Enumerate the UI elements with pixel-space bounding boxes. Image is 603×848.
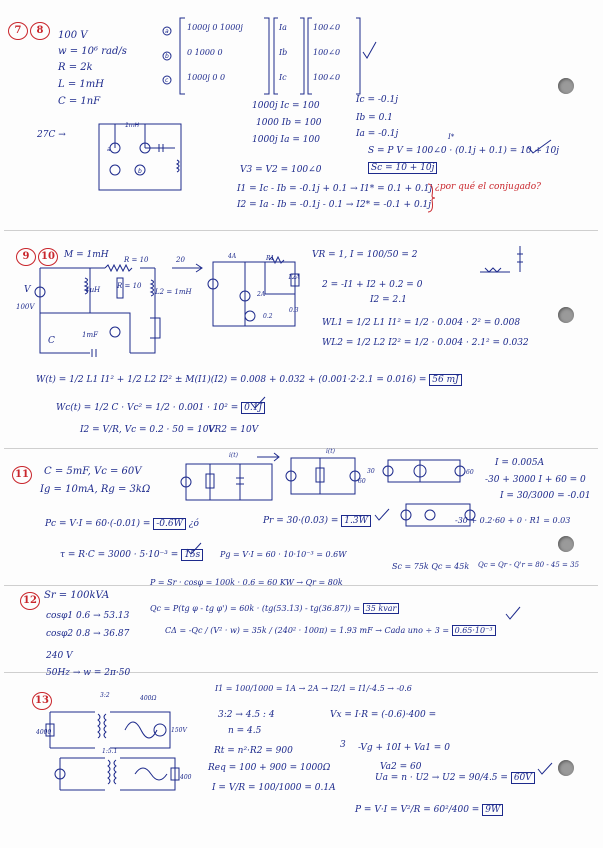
equation: τ = R·C = 3000 · 5·10⁻³ = 15s [60, 550, 203, 561]
arrow-icon [254, 451, 284, 463]
given-value: R = 2k [58, 62, 93, 73]
fig-label: 400 [180, 774, 192, 781]
check-mark [184, 542, 204, 556]
voltage: V3 = V2 = 100∠0 [240, 165, 322, 175]
circuit-label: L2 = 1mH [155, 288, 192, 296]
vector-entry: 100∠0 [313, 73, 341, 82]
svg-text:b: b [138, 168, 142, 175]
fig-label: 150V [171, 727, 187, 734]
fig-label: 0.3 [289, 307, 299, 314]
power-star: I* [448, 133, 455, 141]
svg-text:b: b [165, 53, 169, 60]
result: Ia = -0.1j [356, 129, 399, 139]
fig-label: 12A [288, 274, 300, 281]
vector-entry: Ic [279, 73, 287, 82]
problem-number: 12 [20, 592, 40, 610]
matrix-row: 1000j 0 0 [187, 73, 226, 82]
svg-text:1mH: 1mH [125, 122, 140, 129]
circuit-label: 4µH [85, 286, 101, 294]
equation: I2 = 2.1 [370, 295, 407, 305]
problem-number: 9 [16, 248, 36, 266]
circuit-label: R = 10 [124, 256, 149, 264]
fig-label: 0.2 [263, 313, 273, 320]
margin-note: ¿por qué el conjugado? [435, 182, 541, 192]
equation: -30 + 0.2·60 + 0 · R1 = 0.03 [455, 516, 571, 525]
circuit-label: 1mF [82, 331, 98, 339]
equation: CΔ = -Qc / (V² · w) = 35k / (240² · 100π) = 1.93 mF → Cada uno ÷ 3 = 0.65·10⁻³ [165, 625, 496, 636]
section-divider [4, 448, 598, 449]
circuit-diagram [285, 450, 365, 500]
section-divider [4, 230, 598, 231]
vector-entry: Ia [279, 23, 287, 32]
equation: W(t) = 1/2 L1 I1² + 1/2 L2 I2² ± M(I1)(I2) = 0.008 + 0.032 + (0.001·2·2.1 = 0.016) = 56 mJ [36, 375, 462, 386]
vector-entry: Ib [279, 48, 288, 57]
given-value: C = 5mF, Vc = 60V [44, 466, 142, 477]
check-mark [535, 762, 555, 776]
circuit-label: 100V [16, 303, 35, 311]
given-value: cosφ1 0.6 → 53.13 [46, 611, 130, 621]
given-value: L = 1mH [58, 79, 104, 90]
equation: Ua = n · U2 → U2 = 90/4.5 = 60V [375, 773, 535, 784]
matrix-row: 1000j 0 1000j [187, 23, 243, 32]
equation: I = 0.005A [495, 458, 545, 468]
equation: WL2 = 1/2 L2 I2² = 1/2 · 0.004 · 2.1² = 0.032 [322, 338, 529, 348]
equation: VR = 1, I = 100/50 = 2 [312, 250, 418, 260]
vector-entry: 100∠0 [313, 48, 341, 57]
equation: Qc = P(tg φ - tg φ') = 60k · (tg(53.13) - tg(36.87)) = 35 kvar [150, 603, 399, 614]
problem-number: 8 [30, 22, 50, 40]
fig-label: 30 [367, 468, 375, 475]
result: Ib = 0.1 [356, 113, 393, 123]
circuit-label: 27C → [37, 130, 66, 140]
transformer-diagram [50, 748, 190, 798]
equation: Pg = V·I = 60 · 10·10⁻³ = 0.6W [220, 550, 347, 559]
binder-hole [558, 78, 574, 94]
problem-number: 13 [32, 692, 52, 710]
fig-label: i(t) [326, 448, 336, 455]
svg-text:a: a [165, 28, 169, 35]
equation: Wc(t) = 1/2 C · Vc² = 1/2 · 0.001 · 10² = 0.1J [56, 403, 265, 414]
equation: 3:2 → 4.5 : 4 [218, 710, 275, 720]
check-mark [503, 606, 523, 622]
matrix-row: 0 1000 0 [187, 48, 223, 57]
fig-label: 2A [257, 291, 266, 298]
binder-hole [558, 536, 574, 552]
check-mark [248, 396, 268, 410]
result: Ic = -0.1j [356, 95, 399, 105]
circuit-label: 20 [176, 256, 185, 264]
step-number: 3 [340, 740, 346, 750]
equation: VR2 = 10V [208, 425, 259, 435]
circuit-diagram [380, 456, 470, 486]
svg-text:c: c [165, 77, 169, 84]
given-value: cosφ2 0.8 → 36.87 [46, 629, 130, 639]
fig-label: 400Ω [140, 695, 157, 702]
equation: P = Sr · cosφ = 100k · 0.6 = 60 KW → Qr = 80k [150, 578, 343, 587]
given-value: 100 V [58, 30, 88, 41]
equation: 1000j Ic = 100 [252, 101, 320, 111]
vector-entry: 100∠0 [313, 23, 341, 32]
equation: Vx = I·R = (-0.6)·400 = [330, 710, 437, 720]
equation: -30 + 3000 I + 60 = 0 [485, 475, 586, 485]
circuit-label: V [24, 285, 31, 295]
equation: I = V/R = 100/1000 = 0.1A [212, 783, 336, 793]
fig-label: 60 [358, 478, 366, 485]
given-value: Sr = 100kVA [44, 590, 110, 601]
power-eq: S = P V = 100∠0 · (0.1j + 0.1) = 10 + 10j [368, 146, 560, 156]
problem-number: 10 [38, 248, 58, 266]
given-value: 240 V [46, 651, 73, 661]
circuit-diagram [205, 254, 305, 334]
equation: Pr = 30·(0.03) = 1.3W [263, 516, 371, 527]
given-value: Ig = 10mA, Rg = 3kΩ [40, 484, 151, 495]
fig-label: 1:5.1 [102, 748, 118, 755]
binder-hole [558, 307, 574, 323]
equation: Qc = Qr - Q'r = 80 - 45 = 35 [478, 561, 580, 569]
fig-label: R1 [266, 255, 275, 262]
check-mark [372, 508, 392, 522]
fig-label: 3:2 [100, 692, 110, 699]
equation: Pc = V·I = 60·(-0.01) = -0.6W ¿ó [45, 519, 199, 529]
given-value: 50Hz → w = 2π·50 [46, 668, 131, 678]
equation: Sc = 75k Qc = 45k [392, 562, 470, 571]
equation: n = 4.5 [228, 726, 262, 736]
given-value: M = 1mH [64, 250, 109, 260]
fig-label: 60 [466, 469, 474, 476]
equation: I1 = 100/1000 = 1A → 2A → I2/1 = I1/-4.5 → -0.6 [215, 684, 412, 693]
equation: 1000j Ia = 100 [252, 135, 320, 145]
current-eq: I1 = Ic - Ib = -0.1j + 0.1 → I1* = 0.1 + 0.1j [237, 184, 433, 194]
circuit-diagram [30, 258, 200, 368]
equation: I2 = V/R, Vc = 0.2 · 50 = 10V [80, 425, 215, 435]
check-mark [525, 138, 555, 156]
equation: P = V·I = V²/R = 60²/400 = 9W [355, 805, 503, 816]
given-value: C = 1nF [58, 96, 101, 107]
equation: I = 30/3000 = -0.01 [500, 491, 591, 501]
equation: Req = 100 + 900 = 1000Ω [208, 763, 331, 773]
problem-number: 11 [12, 466, 32, 484]
equation: Rt = n²·R2 = 900 [214, 746, 293, 756]
circuit-label: C [48, 336, 55, 346]
binder-hole [558, 760, 574, 776]
circuit-label: R = 10 [117, 282, 142, 290]
brace [426, 182, 436, 212]
equation: Va2 = 60 [380, 762, 422, 772]
circuit-diagram [95, 118, 205, 196]
given-value: w = 10⁶ rad/s [58, 46, 127, 57]
sketch [475, 238, 545, 278]
equation: 1000 Ib = 100 [256, 118, 322, 128]
equation: WL1 = 1/2 L1 I1² = 1/2 · 0.004 · 2² = 0.008 [322, 318, 521, 328]
circuit-diagram [180, 456, 280, 506]
svg-text:a: a [107, 146, 111, 153]
equation: 2 = -I1 + I2 + 0.2 = 0 [322, 280, 423, 290]
current-eq: I2 = Ia - Ib = -0.1j - 0.1 → I2* = -0.1 + 0.1j [237, 200, 432, 210]
power-eq: Sc = 10 + 10j [368, 163, 437, 174]
equation: -Vg + 10I + Va1 = 0 [358, 743, 450, 753]
fig-label: 4A [228, 253, 237, 260]
fig-label: 4000 [36, 729, 52, 736]
fig-label: i(t) [229, 452, 239, 459]
problem-number: 7 [8, 22, 28, 40]
arrow-icon [168, 262, 208, 274]
